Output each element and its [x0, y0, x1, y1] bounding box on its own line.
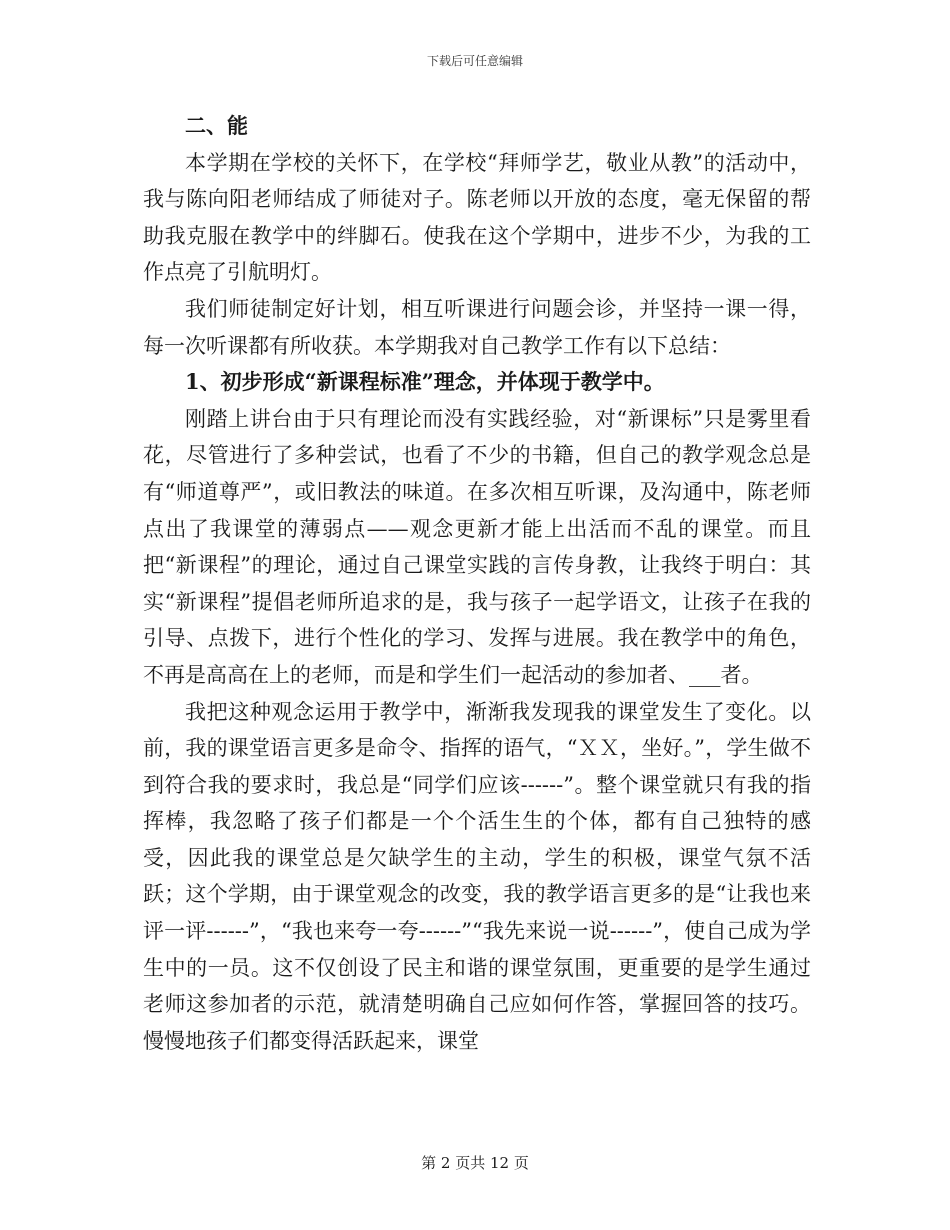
page-header: 下载后可任意编辑: [426, 54, 523, 68]
paragraph: 本学期在学校的关怀下，在学校“拜师学艺，敬业从教”的活动中，我与陈向阳老师结成了师徒对子。陈老师以开放的态度，毫无保留的帮助我克服在教学中的绊脚石。使我在这个学期中，进步不少，为我的工作点亮了引航明灯。: [143, 150, 811, 285]
paragraph: 我们师徒制定好计划，相互听课进行问题会诊，并坚持一课一得，每一次听课都有所收获。本学期我对自己教学工作有以下总结：: [143, 296, 811, 358]
page-footer: 第 2 页共 12 页: [421, 1154, 529, 1172]
section-heading: 二、能: [185, 113, 248, 138]
paragraph: 我把这种观念运用于教学中，渐渐我发现我的课堂发生了变化。以前，我的课堂语言更多是命令、指挥的语气，“ＸＸ，坐好。”，学生做不到符合我的要求时，我总是“同学们应该------”。整个课堂就只有我的指挥棒，我忽略了孩子们都是一个个活生生的个体，都有自己独特的感受，因此我的课堂总是欠缺学生的主动，学生的积极，课堂气氛不活跃；这个学期，由于课堂观念的改变，我的教学语言更多的是“让我也来评一评------”，“我也来夸一夸------”“我先来说一说------”，使自己成为学生中的一员。这不仅创设了民主和谐的课堂氛围，更重要的是学生通过老师这参加者的示范，就清楚明确自己应如何作答，掌握回答的技巧。慢慢地孩子们都变得活跃起来，课堂: [143, 699, 811, 1053]
document-body: [143, 108, 811, 1059]
paragraph: 刚踏上讲台由于只有理论而没有实践经验，对“新课标”只是雾里看花，尽管进行了多种尝试，也看了不少的书籍，但自己的教学观念总是有“师道尊严”，或旧教法的味道。在多次相互听课，及沟通中，陈老师点出了我课堂的薄弱点——观念更新才能上出活而不乱的课堂。而且把“新课程”的理论，通过自己课堂实践的言传身教，让我终于明白：其实“新课程”提倡老师所追求的是，我与孩子一起学语文，让孩子在我的引导、点拨下，进行个性化的学习、发挥与进展。我在教学中的角色，不再是高高在上的老师，而是和学生们一起活动的参加者、___者。: [143, 406, 811, 687]
section-heading: 1、初步形成“新课程标准”理念，并体现于教学中。: [185, 369, 665, 395]
